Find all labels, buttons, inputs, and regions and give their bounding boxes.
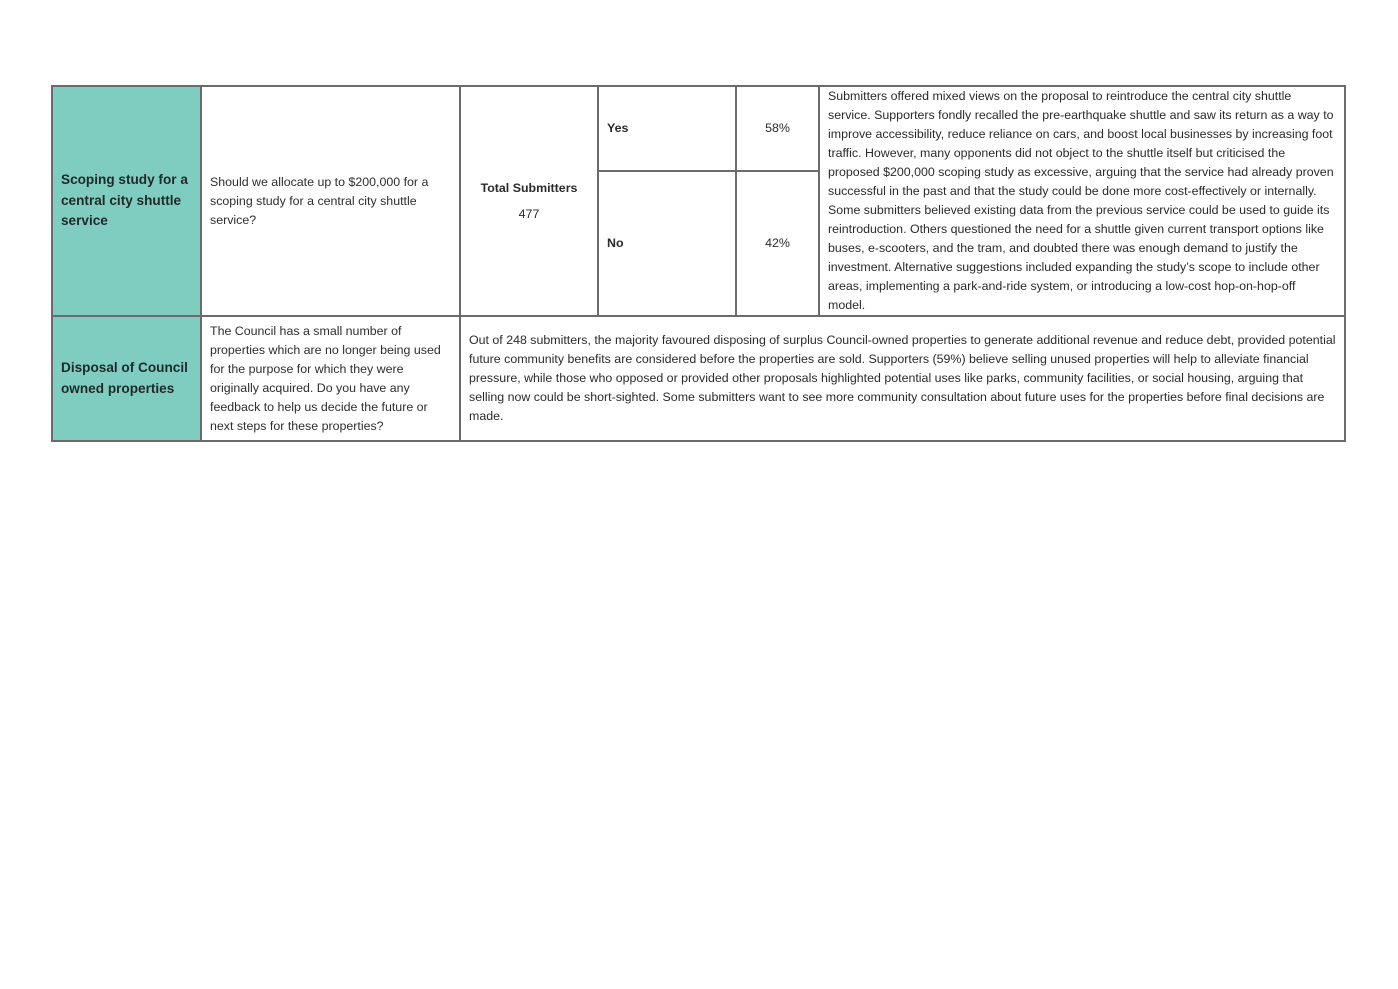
option-yes-percent-cell	[736, 86, 819, 171]
summary-cell-shuttle	[819, 86, 1345, 316]
consultation-results-table	[51, 85, 1346, 442]
option-no-label: No	[607, 236, 624, 251]
summary-cell-properties	[460, 316, 1345, 441]
total-submitters-cell	[460, 86, 598, 316]
option-no-percent-cell	[736, 171, 819, 316]
summary-text: Submitters offered mixed views on the proposal to reintroduce the central city shuttle service. Supporters fondly recalled the pre-earthquake shuttle and saw its return as a way to improve accessibility, reduce reliance on cars, and boost local businesses by increasing foot traffic. However, many opponents did not object to the shuttle itself but criticised the proposed $200,000 scoping study as excessive, arguing that the service had already proven successful in the past and that the study could be done more cost-effectively or internally. Some submitters believed existing data from the previous service could be used to guide its reintroduction. Others questioned the need for a shuttle given current transport options like buses, e-scooters, and the tram, and doubted there was enough demand to justify the investment. Alternative suggestions included expanding the study’s scope to include other areas, implementing a park-and-ride system, or introducing a low-cost hop-on-hop-off model.	[828, 89, 1334, 312]
topic-cell-properties	[52, 316, 201, 441]
option-no-percent: 42%	[765, 236, 790, 251]
question-text: The Council has a small number of properties which are no longer being used for the purpose for which they were originally acquired. Do you have any feedback to help us decide the future or next steps for these properties?	[210, 323, 441, 433]
topic-label: Scoping study for a central city shuttle service	[61, 172, 188, 229]
table-row-properties	[52, 316, 1345, 441]
topic-cell-shuttle	[52, 86, 201, 316]
question-cell-properties	[201, 316, 460, 441]
total-submitters-value: 477	[518, 206, 540, 221]
option-yes-label: Yes	[607, 121, 629, 136]
table-row-shuttle	[52, 86, 1345, 171]
option-yes-cell	[598, 86, 736, 171]
question-cell-shuttle	[201, 86, 460, 316]
total-submitters-label: Total Submitters	[480, 180, 578, 195]
question-text: Should we allocate up to $200,000 for a scoping study for a central city shuttle service?	[210, 174, 429, 227]
option-no-cell	[598, 171, 736, 316]
summary-text: Out of 248 submitters, the majority favoured disposing of surplus Council-owned properties to generate additional revenue and reduce debt, provided potential future community benefits are considered before the properties are sold. Supporters (59%) believe selling unused properties will help to alleviate financial pressure, while those who opposed or provided other proposals highlighted potential uses like parks, community facilities, or social housing, arguing that selling now could be short-sighted. Some submitters want to see more community consultation about future uses for the properties before final decisions are made.	[469, 333, 1336, 423]
topic-label: Disposal of Council owned properties	[61, 360, 188, 396]
option-yes-percent: 58%	[765, 121, 790, 136]
